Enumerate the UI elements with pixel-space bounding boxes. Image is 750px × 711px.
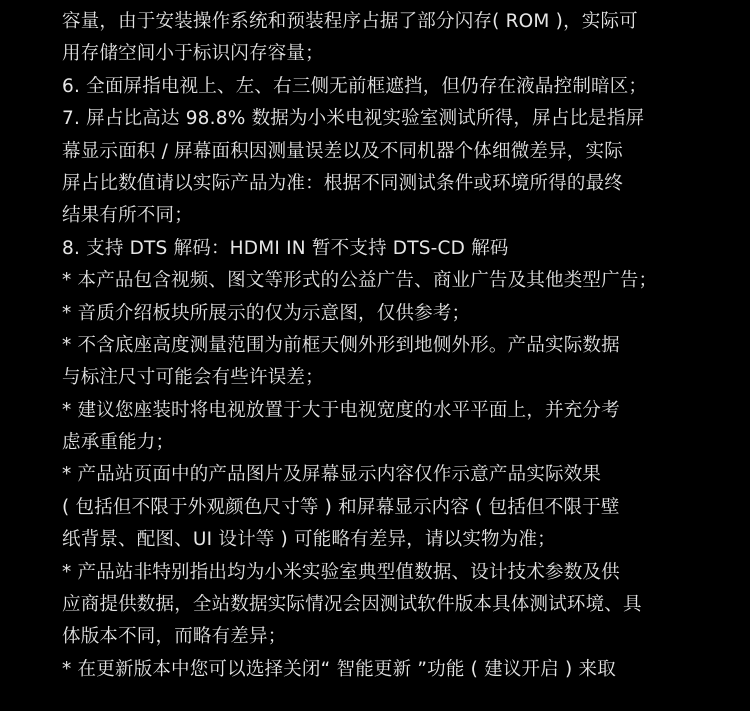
- note-line: 结果有所不同；: [62, 205, 193, 227]
- note-line: 纸背景、配图、UI 设计等 ) 可能略有差异，请以实物为准；: [62, 529, 556, 551]
- note-line: 容量，由于安装操作系统和预装程序占据了部分闪存( ROM )，实际可: [62, 11, 638, 32]
- note-line: 6. 全面屏指电视上、左、右三侧无前框遮挡，但仍存在液晶控制暗区；: [62, 75, 648, 97]
- note-line: * 音质介绍板块所展示的仅为示意图，仅供参考；: [62, 302, 471, 324]
- note-line: 应商提供数据，全站数据实际情况会因测试软件版本具体测试环境、具: [62, 594, 642, 616]
- note-line: 7. 屏占比高达 98.8% 数据为小米电视实验室测试所得，屏占比是指屏: [62, 108, 645, 130]
- note-line: 与标注尺寸可能会有些许误差；: [62, 367, 324, 389]
- note-line: * 产品站非特别指出均为小米实验室典型值数据、设计技术参数及供: [62, 561, 620, 583]
- disclaimer-notes: [62, 0, 702, 686]
- note-line: * 产品站页面中的产品图片及屏幕显示内容仅作示意产品实际效果: [62, 464, 602, 486]
- note-line: ( 包括但不限于外观颜色尺寸等 ) 和屏幕显示内容 ( 包括但不限于壁: [62, 496, 620, 518]
- note-line: 体版本不同，而略有差异；: [62, 626, 287, 648]
- note-line: 幕显示面积 / 屏幕面积因测量误差以及不同机器个体细微差异，实际: [62, 140, 623, 162]
- note-line: 8. 支持 DTS 解码：HDMI IN 暂不支持 DTS-CD 解码: [62, 237, 509, 259]
- note-line: * 在更新版本中您可以选择关闭“ 智能更新 ”功能 ( 建议开启 ) 来取: [62, 658, 616, 680]
- note-line: * 建议您座装时将电视放置于大于电视宽度的水平平面上，并充分考: [62, 399, 620, 421]
- note-line: 虑承重能力；: [62, 432, 175, 454]
- note-line: * 本产品包含视频、图文等形式的公益广告、商业广告及其他类型广告；: [62, 270, 658, 292]
- note-line: 用存储空间小于标识闪存容量；: [62, 43, 324, 65]
- note-line: 屏占比数值请以实际产品为准：根据不同测试条件或环境所得的最终: [62, 172, 624, 194]
- note-line: * 不含底座高度测量范围为前框天侧外形到地侧外形。产品实际数据: [62, 334, 620, 356]
